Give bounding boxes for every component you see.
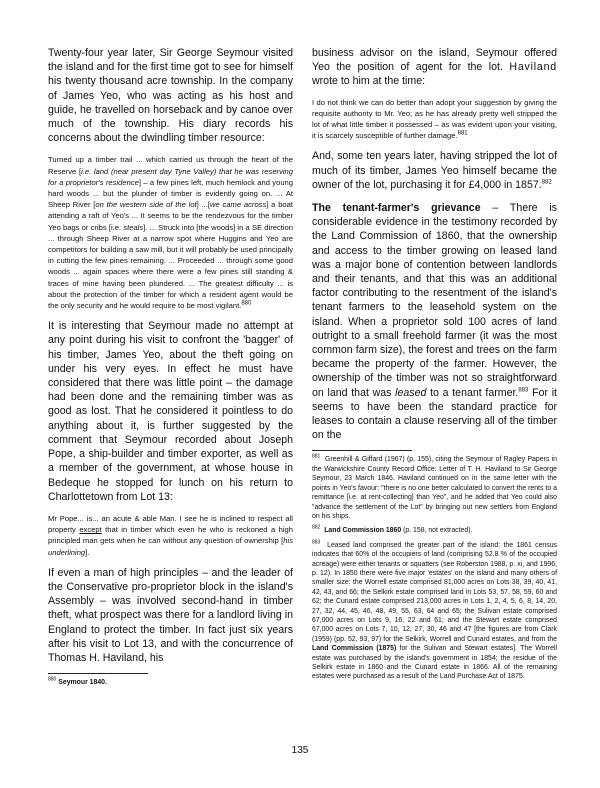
body-paragraph: business advisor on the island, Seymour offered Yeo the position of agent for the lot. Haviland wrote to him at the time: [312,47,557,88]
section-heading: The tenant-farmer's grievance [312,202,481,215]
footnote: $^{881}$ Greenhill & Giffard (1967) (p. 155), citing the Seymour of Ragley Papers in the Warwickshire County Record Office: Letter of T. H. Haviland to Sir George Seymour, 23 March 1846. Haviland continued on in the same letter with the points in Yeo's favour: "there is no one better calculated to convert the rents to a remittance [i.e. at rent-collecting] than Yeo", and he added that Yeo could also "advance the settlement of the Lot" by bringing out new settlers from England on his ships. [312,454,557,520]
footnote-ref: 880 [241,300,252,307]
left-column [48,46,293,688]
page-number: 135 [291,745,309,756]
footnote-divider [48,673,148,674]
body-paragraph: And, some ten years later, having stripped the lot of much of its timber, James Yeo himself became the owner of the lot, purchasing it for £4,000 in 1857.$^{882}$ [312,150,557,191]
footnote: $^{883}$ Leased land comprised the greater part of the island: the 1861 census indicates that 60% of the occupiers of land (comprising 52.8 % of the occupied acreage) were either tenants or squatters (see Roberston 1988, p. xi, and 1996, p. 12). In 1850 there were five major 'estates' on the island and many others of smaller size: the Worrell estate comprised 81,000 acres on Lots 38, 39, 40, 41, 42, 43, and 66; the Selkirk estate comprised land in Lots 53, 57, 58, 59, 60 and 62; the Cunard estate comprised 213,000 acres in Lots 1, 2, 4, 5, 6, 8, 14, 20, 27, 32, 44, 45, 46, 48, 49, 55, 63, 64 and 65; the Sulivan estate comprised 67,000 acres on Lots 9, 16, 22 and 61; and the Stewart estate comprised 67,000 acres on Lots 7, 10, 12, 27, 30, 46 and 47 [the figures are from Clark (1959) (pp. 52, 93, 97) for the Selkirk, Worrell and Cunard estates, and from the Land Commission (1875) for the Sulivan and Stewart estates]. The Worrell estate was purchased by the island's government in 1854; the residue of the Selkirk estate in 1860 and the Cunard estate in 1866. All of the remaining estates were purchased as a result of the Land Purchase Act of 1875. [312,539,557,681]
right-column [312,46,557,682]
block-quote: I do not think we can do better than adopt your suggestion by giving the requisite authority to Mr. Yeo; as he has already pretty well stripped the lot of what little timber it possessed – as was evident upon your visiting, it is scarcely susceptible of further damage.$^{881}$ [312,97,557,141]
footnote: $^{880}$ Seymour 1840. [48,676,107,687]
body-paragraph: It is interesting that Seymour made no attempt at any point during his visit to confront the 'bagger' of his timber, James Yeo, about the theft going on under his very eyes. In effect he must have considered that there was little point – the damage had been done and the remaining timber was as good as lost. That he considered it pointless to do anything about it, is further suggested by the comment that Seymour recorded about Joseph Pope, a ship-builder and timber exporter, as well as a member of the government, at whose house in Bedeque he stopped for lunch on his return to Charlottetown from Lot 13: [48,320,293,503]
body-paragraph: The tenant-farmer's grievance – There is considerable evidence in the testimony recorded by the Land Commission of 1860, that the ownership and access to the timber growing on leased land was a major bone of contention between landlords and their tenants, and that this was an additional factor contributing to the resentment of the island's tenant farmers to the leasehold system on the island. When a proprietor sold 100 acres of land outright to a small freehold farmer (it was the most common farm size), the forest and trees on the farm became the property of the farmer. However, the ownership of the timber was not so straightforward on land that was leased to a tenant farmer.$^{883}$ For it seems to have been the standard practice for leases to contain a clause reserving all of the timber on the [312,202,557,442]
body-paragraph: If even a man of high principles – and the leader of the Conservative pro-proprietor block in the island's Assembly – was involved second-hand in timber theft, what prospect was there for a landlord living in England to protect the timber. In fact just six years after his visit to Lot 13, and with the concurrence of Thomas H. Haviland, his [48,566,293,664]
footnote: $^{882}$ Land Commission 1860 (p. 158, not extracted). [312,525,473,535]
body-paragraph: Twenty-four year later, Sir George Seymour visited the island and for the first time got to see for himself his twenty thousand acre township. In the company of James Yeo, who was acting as his host and guide, he travelled on horseback and by canoe over much of the township. His diary records his concerns about the dwindling timber resource: [48,47,293,145]
block-quote: Mr Pope... is... an acute & able Man. I see he is inclined to respect all property except that in timber which even he who is reckoned a high principled man gets when he can without any question of ownership [his underlining]. [48,513,293,557]
block-quote: Turned up a timber trail ... which carried us through the heart of the Reserve [i.e. land (near present day Tyne Valley) that he was reserving for a proprietor's residence] – a few pines left, much hemlock and young hard woods ... but the plunder of timber is evidently going on. ... At Sheep River [on the western side of the lot] ...[we came across] a boat attending a raft of Yeo's ... It seems to be the rendezvous for the timber Yeo bags or cribs [i.e. steals]. ... Struck into [the woods] in a SE direction ... through Sheep River at a narrow spot where Huggins and Yeo are competitors for building a saw mill, but it will probably be used principally in cutting the few pines remaining. ... Proceeded ... through some good woods ... again spaces where there were a few pines still standing & traces of mine having been plundered. ... The greatest difficulty ... is about the protection of the timber for which a resident agent would be the only security and he would require to be most vigilant.$^{880}$ [48,155,293,311]
footnote-divider [312,450,412,451]
